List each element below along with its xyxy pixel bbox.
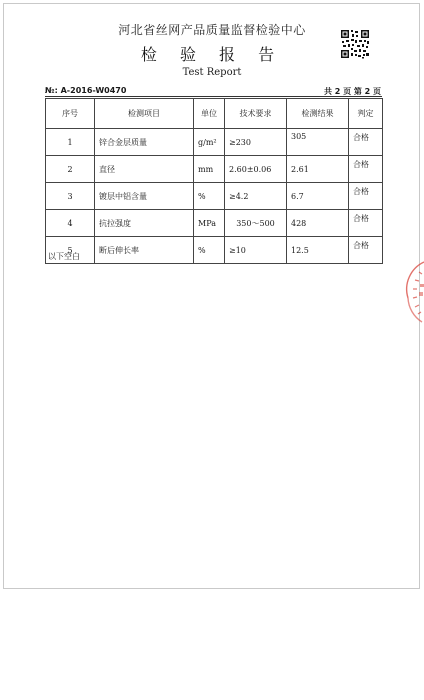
row-number: 5 <box>46 237 95 264</box>
table-row <box>46 210 383 237</box>
unit: g/m² <box>194 129 225 156</box>
table-row <box>46 237 383 264</box>
column-header: 序号 <box>46 99 95 129</box>
column-header: 判定 <box>349 99 383 129</box>
verdict: 合格 <box>349 183 383 210</box>
test-item: 镀层中铝含量 <box>95 183 194 210</box>
page-indicator: 共 2 页 第 2 页 <box>323 87 381 96</box>
requirement: 2.60±0.06 <box>225 156 287 183</box>
test-result: 428 <box>287 210 349 237</box>
unit: mm <box>194 156 225 183</box>
organization-name: 河北省丝网产品质量监督检验中心 <box>118 23 306 37</box>
test-result: 6.7 <box>287 183 349 210</box>
verdict: 合格 <box>349 129 383 156</box>
qr-code-icon <box>340 29 370 59</box>
test-result: 2.61 <box>287 156 349 183</box>
requirement: 350～500 <box>225 210 287 237</box>
row-number: 2 <box>46 156 95 183</box>
table-header-row <box>46 99 383 129</box>
test-item: 抗拉强度 <box>95 210 194 237</box>
test-item: 锌合金层质量 <box>95 129 194 156</box>
test-item: 断后伸长率 <box>95 237 194 264</box>
verdict: 合格 <box>349 210 383 237</box>
column-header: 单位 <box>194 99 225 129</box>
report-title-cn: 检 验 报 告 <box>140 45 284 64</box>
test-item: 直径 <box>95 156 194 183</box>
column-header: 检测结果 <box>287 99 349 129</box>
unit: % <box>194 237 225 264</box>
test-result: 12.5 <box>287 237 349 264</box>
column-header: 技术要求 <box>225 99 287 129</box>
requirement: ≥4.2 <box>225 183 287 210</box>
unit: % <box>194 183 225 210</box>
blank-below-note: 以下空白 <box>48 252 80 261</box>
requirement: ≥230 <box>225 129 287 156</box>
results-table <box>45 98 383 264</box>
test-result: 305 <box>287 129 349 156</box>
table-row <box>46 156 383 183</box>
verdict: 合格 <box>349 237 383 264</box>
row-number: 3 <box>46 183 95 210</box>
report-title-en: Test Report <box>182 67 242 78</box>
requirement: ≥10 <box>225 237 287 264</box>
row-number: 1 <box>46 129 95 156</box>
table-row <box>46 183 383 210</box>
official-seal-icon <box>402 258 424 328</box>
row-number: 4 <box>46 210 95 237</box>
column-header: 检测项目 <box>95 99 194 129</box>
unit: MPa <box>194 210 225 237</box>
report-number: №: A-2016-W0470 <box>45 86 127 95</box>
verdict: 合格 <box>349 156 383 183</box>
header-divider <box>45 96 382 97</box>
table-row <box>46 129 383 156</box>
